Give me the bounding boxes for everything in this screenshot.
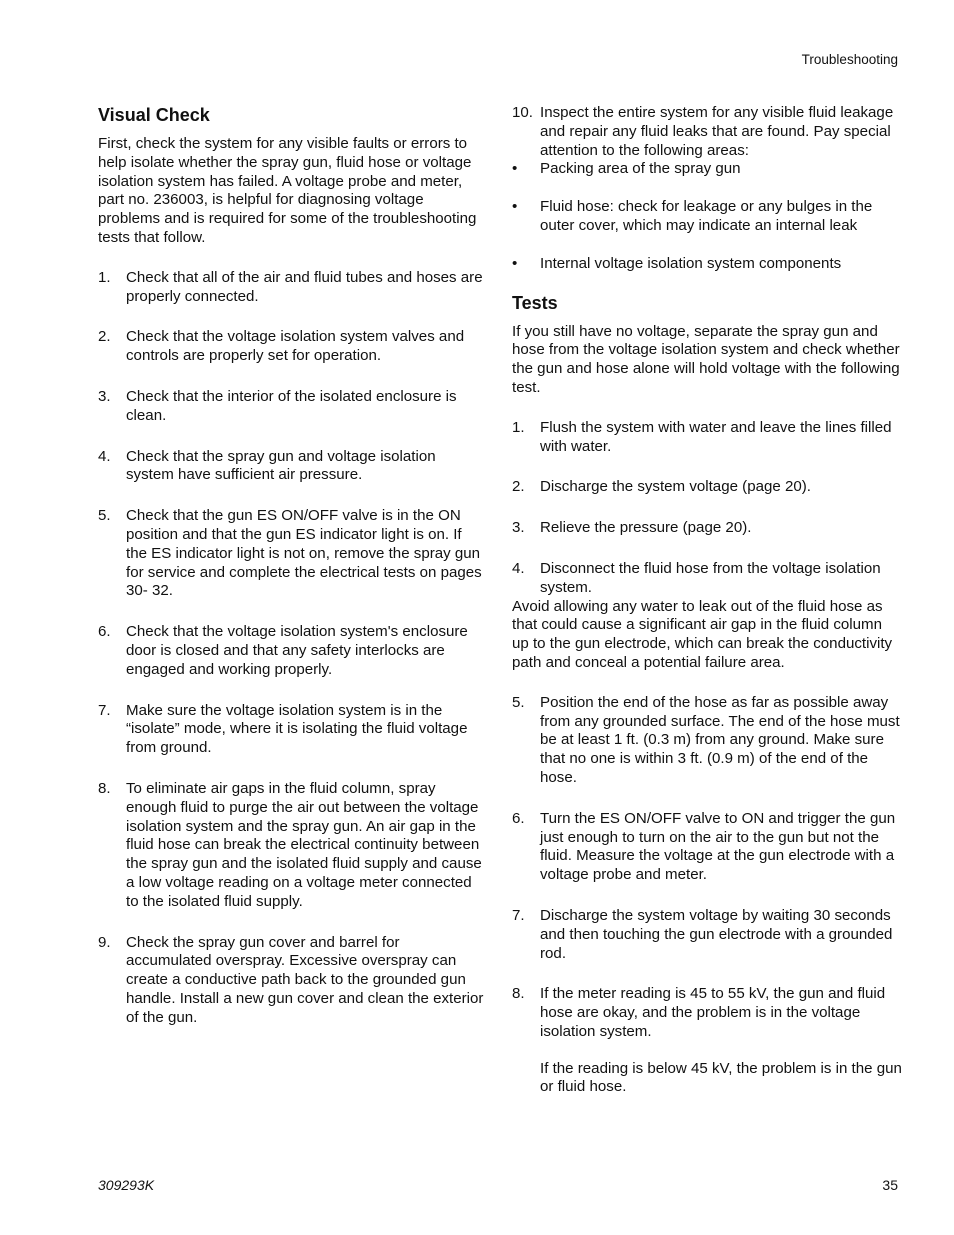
list-item [512,560,902,598]
list-item [98,623,486,679]
running-header: Troubleshooting [801,52,898,67]
list-item [98,507,486,601]
list-item [512,907,902,963]
list-item [98,269,486,307]
item-text: Check that the gun ES ON/OFF valve is in the ON position and that the gun ES indicator light is on. If the ES indicator light is not on, remove the spray gun for service and complete the electrical tests on pages 30- 32. [126,507,482,600]
item-number: 1. [512,418,525,436]
item-number: 3. [512,519,525,537]
item-number: 6. [512,809,525,827]
item-text: Discharge the system voltage by waiting 30 seconds and then touching the gun electrode with a grounded rod. [540,906,893,962]
item-text: Inspect the entire system for any visible fluid leakage and repair any fluid leaks that are found. Pay special attention to the following areas: [540,104,894,159]
item-text: Check that the spray gun and voltage isolation system have sufficient air pressure. [126,447,436,484]
item-text: Turn the ES ON/OFF valve to ON and trigger the gun just enough to turn on the air to the gun but not the fluid. Measure the voltage at the gun electrode with a voltage probe and meter. [540,809,896,884]
caution-note: Avoid allowing any water to leak out of the fluid hose as that could cause a significant air gap in the fluid column up to the gun electrode, which can break the conductivity path and conceal a potential failure area. [512,597,893,671]
list-item [512,478,902,497]
item-text: Flush the system with water and leave the lines filled with water. [540,418,892,455]
right-column [512,104,902,1097]
bullet-item [512,255,902,274]
item-number: 4. [512,559,525,577]
item-number: 6. [98,623,111,641]
item-text: Check the spray gun cover and barrel for accumulated overspray. Excessive overspray can create a conductive path back to the grounded gun handle. Install a new gun cover and clean the exterior of the gun. [126,933,484,1026]
item-number: 1. [98,268,111,286]
bullet-mark: • [512,198,518,216]
bullet-mark: • [512,160,518,178]
intro-paragraph: First, check the system for any visible faults or errors to help isolate whether the spray gun, fluid hose or voltage isolation system has failed. A voltage probe and meter, part no. 236003, is helpful for diagnosing voltage problems and is required for some of the troubleshooting tests that follow. [98,135,477,246]
item-number: 7. [512,906,525,924]
item-text: To eliminate air gaps in the fluid column, spray enough fluid to purge the air out between the voltage isolation system and the spray gun. An air gap in the fluid hose can break the electrical continuity between the spray gun and the isolated fluid supply and cause a low voltage reading on a voltage meter connected to the isolated fluid supply. [126,779,482,910]
item-number: 9. [98,933,111,951]
list-item [98,702,486,758]
list-item [512,519,902,538]
page-number: 35 [882,1177,898,1193]
bullet-item [512,160,902,179]
item-number: 4. [98,447,111,465]
bullet-text: Packing area of the spray gun [540,160,741,178]
item-number: 10. [512,104,533,121]
item-number: 8. [98,779,111,797]
list-item [512,810,902,885]
list-item [512,985,902,1041]
item-text: Check that all of the air and fluid tubes and hoses are properly connected. [126,268,483,305]
item-number: 2. [512,478,525,496]
list-item [512,694,902,788]
item-number: 2. [98,328,111,346]
bullet-text: Fluid hose: check for leakage or any bulges in the outer cover, which may indicate an internal leak [540,198,873,234]
item-number: 3. [98,387,111,405]
item-number: 8. [512,985,525,1003]
bullet-item [512,198,902,236]
item-number: 5. [98,507,111,525]
bullet-text: Internal voltage isolation system components [540,254,842,272]
tests-steps [512,419,902,598]
item-text: Relieve the pressure (page 20). [540,519,752,537]
tests-steps-continued [512,694,902,1042]
list-item [98,388,486,426]
list-item [512,104,902,160]
step8-followup: If the reading is below 45 kV, the problem is in the gun or fluid hose. [540,1059,902,1096]
list-item [98,780,486,912]
left-column [98,104,486,1027]
item-number: 5. [512,693,525,711]
bullet-mark: • [512,254,518,272]
visual-check-list [98,269,486,1028]
item-text: Make sure the voltage isolation system is in the “isolate” mode, where it is isolating the fluid voltage from ground. [126,701,468,757]
item-number: 7. [98,701,111,719]
list-item [98,448,486,486]
list-item [98,934,486,1028]
item-text: Position the end of the hose as far as possible away from any grounded surface. The end of the hose must be at least 1 ft. (0.3 m) from any ground. Make sure that no one is within 3 ft. (0.9 m) of the end of the hose. [540,693,900,786]
item-text: Disconnect the fluid hose from the voltage isolation system. [540,559,881,596]
list-item [98,328,486,366]
item-text: Check that the interior of the isolated enclosure is clean. [126,387,457,424]
document-number: 309293K [98,1177,155,1193]
item-text: Check that the voltage isolation system's enclosure door is closed and that any safety interlocks are engaged and working properly. [126,623,468,678]
item-text: Check that the voltage isolation system valves and controls are properly set for operation. [126,328,465,365]
item-text: Discharge the system voltage (page 20). [540,478,811,496]
item-text: If the meter reading is 45 to 55 kV, the gun and fluid hose are okay, and the problem is in the voltage isolation system. [540,985,886,1040]
list-item [512,419,902,457]
tests-intro-paragraph: If you still have no voltage, separate the spray gun and hose from the voltage isolation system and check whether the gun and hose alone will hold voltage with the following test. [512,322,900,396]
inspection-bullets [512,160,902,273]
section-heading-visual-check: Visual Check [98,105,210,125]
section-heading-tests: Tests [512,292,558,313]
